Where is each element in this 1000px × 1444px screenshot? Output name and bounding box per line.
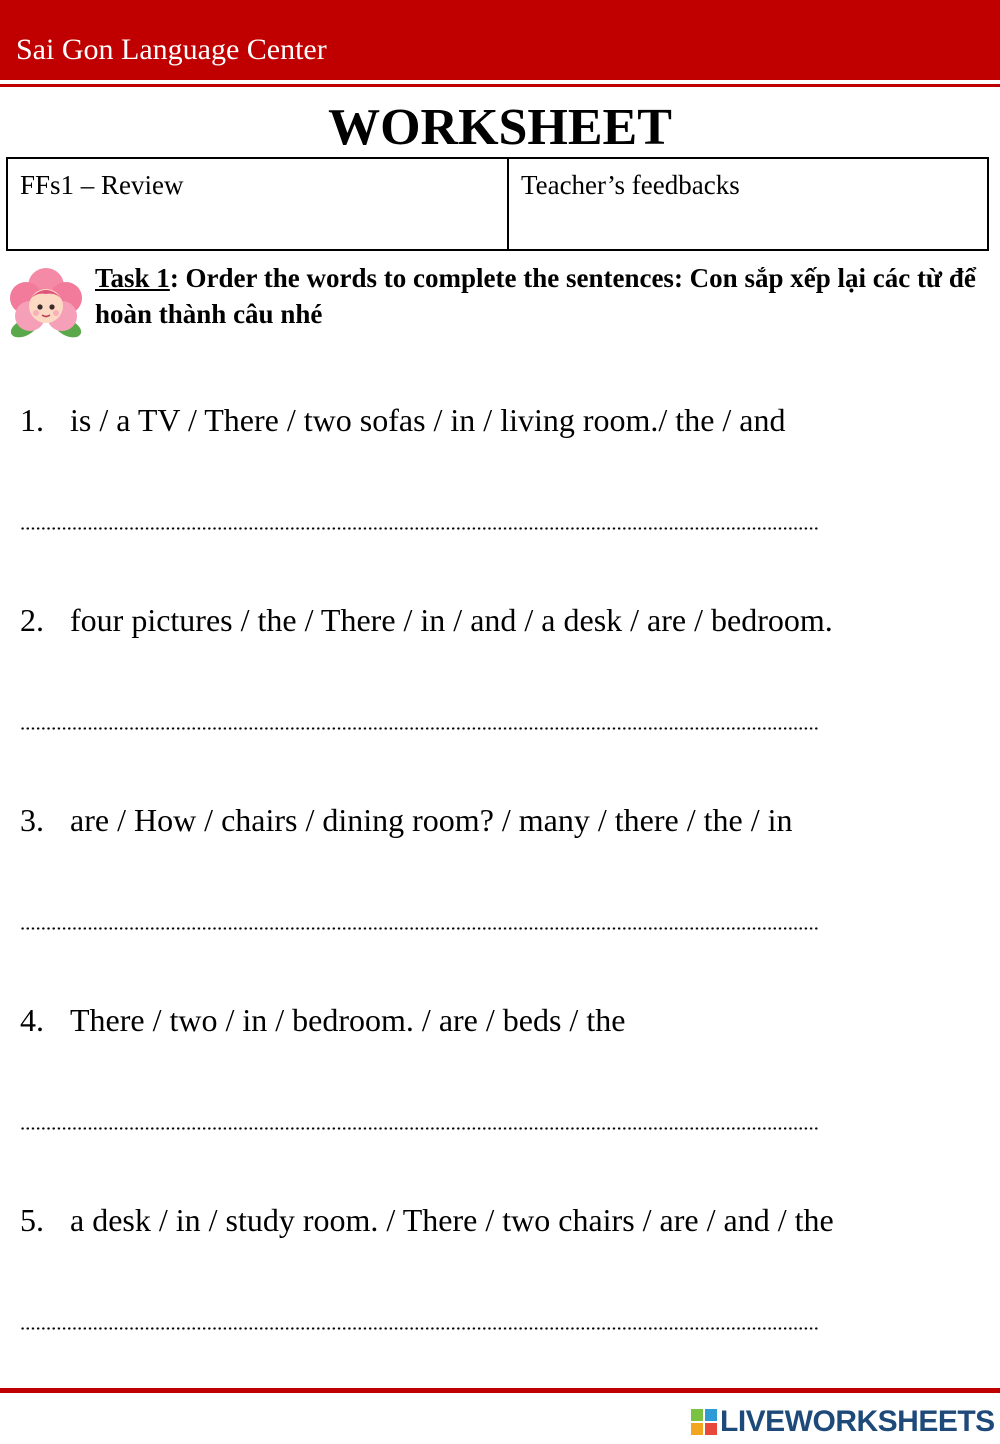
answer-line-1[interactable] <box>20 527 820 530</box>
question-text: There / two / in / bedroom. / are / beds / the <box>70 1002 626 1038</box>
question-1 <box>20 400 785 440</box>
info-table <box>6 157 989 251</box>
question-text: four pictures / the / There / in / and / a desk / are / bedroom. <box>70 602 833 638</box>
header-bar <box>0 0 1000 80</box>
course-cell: FFs1 – Review <box>7 158 508 250</box>
question-number: 4. <box>20 1002 44 1038</box>
question-number: 3. <box>20 802 44 838</box>
task-text: : Order the words to complete the sentences: Con sắp xếp lại các từ để hoàn thành câu nhé <box>95 263 976 329</box>
question-2 <box>20 600 833 640</box>
liveworksheets-logo-icon <box>691 1409 717 1435</box>
worksheet-title: WORKSHEET <box>328 99 672 156</box>
question-number: 5. <box>20 1202 44 1238</box>
answer-line-4[interactable] <box>20 1127 820 1130</box>
task-label: Task 1 <box>95 263 170 293</box>
answer-line-5[interactable] <box>20 1327 820 1330</box>
answer-line-2[interactable] <box>20 727 820 730</box>
question-number: 1. <box>20 402 44 438</box>
center-name: Sai Gon Language Center <box>16 33 327 66</box>
question-number: 2. <box>20 602 44 638</box>
question-text: a desk / in / study room. / There / two chairs / are / and / the <box>70 1202 834 1238</box>
question-5 <box>20 1200 834 1240</box>
task-instruction <box>95 260 985 332</box>
answer-line-3[interactable] <box>20 927 820 930</box>
question-text: is / a TV / There / two sofas / in / living room./ the / and <box>70 402 786 438</box>
flower-girl-icon <box>4 262 88 346</box>
feedback-cell: Teacher’s feedbacks <box>508 158 988 250</box>
question-4 <box>20 1000 625 1040</box>
header-divider <box>0 84 1000 87</box>
liveworksheets-logo <box>691 1402 995 1442</box>
footer-divider <box>0 1388 1000 1393</box>
logo-text: LIVEWORKSHEETS <box>720 1405 995 1438</box>
question-text: are / How / chairs / dining room? / many / there / the / in <box>70 802 793 838</box>
question-3 <box>20 800 792 840</box>
